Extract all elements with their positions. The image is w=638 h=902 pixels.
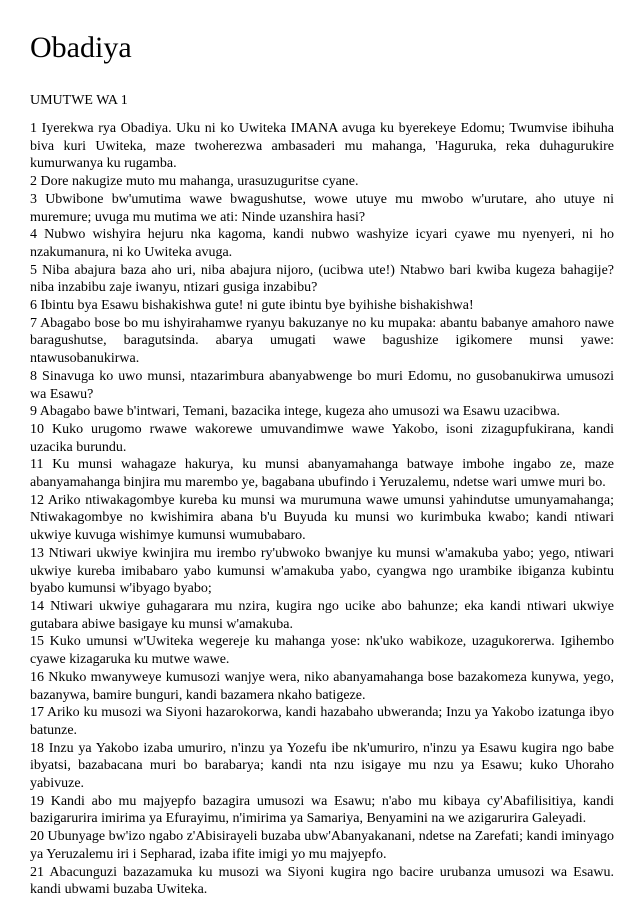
verse: 14 Ntiwari ukwiye guhagarara mu nzira, kugira ngo ucike abo bahunze; eka kandi ntiwari ukwiye gutabara abiwe basigaye ku munsi w'amakuba. [30, 598, 614, 632]
verse: 3 Ubwibone bw'umutima wawe bwagushutse, wowe utuye mu mwobo w'urutare, aho utuye ni muremure; uvuga mu mutima we ati: Ninde uzanshira hasi? [30, 191, 614, 225]
verse: 10 Kuko urugomo rwawe wakorewe umuvandimwe wawe Yakobo, isoni zizagupfukirana, kandi uzacika burundu. [30, 421, 614, 455]
page-title: Obadiya [30, 31, 132, 64]
verse: 11 Ku munsi wahagaze hakurya, ku munsi abanyamahanga batwaye imbohe ingabo ze, maze abanyamahanga binjira mu marembo ye, bagabana ubufindo i Yeruzalemu, ndetse wari umwe muri bo. [30, 457, 614, 491]
verse: 19 Kandi abo mu majyepfo bazagira umusozi wa Esawu; n'abo mu kibaya cy'Abafilisitiya, kandi bazigarurira imirima ya Efurayimu, n'imirima ya Samariya, Benyamini na we azigarurira Galeyadi. [30, 793, 614, 827]
verse: 15 Kuko umunsi w'Uwiteka wegereje ku mahanga yose: nk'uko wabikoze, uzagukorerwa. Igihembo cyawe kizagaruka ku mutwe wawe. [30, 634, 614, 668]
verse: 13 Ntiwari ukwiye kwinjira mu irembo ry'ubwoko bwanjye ku munsi w'amakuba yabo; yego, ntiwari ukwiye kureba imibabaro yabo kumunsi w'amakuba yabo, cyangwa ngo urambike ibiganza kubintu byabo kumunsi w'ibyago byabo; [30, 545, 614, 597]
verse: 5 Niba abajura baza aho uri, niba abajura nijoro, (ucibwa ute!) Ntabwo bari kwiba kugeza bahagije? niba inzabibu zaje iwanyu, ntizari gusiga inzabibu? [30, 262, 614, 296]
verse: 17 Ariko ku musozi wa Siyoni hazarokorwa, kandi hazabaho ubweranda; Inzu ya Yakobo izatunga ibyo batunze. [30, 705, 614, 738]
verse: 18 Inzu ya Yakobo izaba umuriro, n'inzu ya Yozefu ibe nk'umuriro, n'inzu ya Esawu kugira ngo babe ibyatsi, bazabacana muri bo barabarya; kandi nta nzu isigaye mu nzu ya Esawu; kuko Uhoraho yabivuze. [30, 740, 614, 792]
verse: 6 Ibintu bya Esawu bishakishwa gute! ni gute ibintu bye byihishe bishakishwa! [30, 298, 474, 314]
verse: 9 Abagabo bawe b'intwari, Temani, bazacika intege, kugeza aho umusozi wa Esawu uzacibwa. [30, 404, 560, 420]
verse: 8 Sinavuga ko uwo munsi, ntazarimbura abanyabwenge bo muri Edomu, no gusobanukirwa umusozi wa Esawu? [30, 368, 614, 402]
verse: 1 Iyerekwa rya Obadiya. Uku ni ko Uwiteka IMANA avuga ku byerekeye Edomu; Twumvise ibihuha biva kuri Uwiteka, maze twoherezwa ambasaderi mu mahanga, 'Haguruka, reka duhagurukire kumurwanya ku rugamba. [30, 121, 614, 172]
verse: 2 Dore nakugize muto mu mahanga, urasuzuguritse cyane. [30, 174, 359, 190]
verse: 21 Abacunguzi bazazamuka ku musozi wa Siyoni kugira ngo bacire urubanza umusozi wa Esawu. kandi ubwami buzaba Uwiteka. [30, 864, 614, 898]
verse: 4 Nubwo wishyira hejuru nka kagoma, kandi nubwo washyize icyari cyawe mu nyenyeri, ni ho nzakumanura, ni ko Uwiteka avuga. [30, 227, 614, 260]
verse: 16 Nkuko mwanyweye kumusozi wanjye wera, niko abanyamahanga bose bazakomeza kunywa, yego, bazanywa, bamire bunguri, kandi bazamera nkaho batigeze. [30, 669, 614, 703]
verse: 7 Abagabo bose bo mu ishyirahamwe ryanyu bakuzanye no ku mupaka: abantu babanye amahoro nawe baragushutse, baragutsinda. abarya umugati wawe bagushize igikomere munsi yawe: ntawusobanukirwa. [30, 315, 614, 367]
verse-list [30, 120, 614, 899]
document-page [30, 30, 614, 899]
verse: 20 Ubunyage bw'izo ngabo z'Abisirayeli buzaba ubw'Abanyakanani, ndetse na Zarefati; kandi iminyago ya Yeruzalemu iri i Sepharad, izaba ifite imigi yo mu majyepfo. [30, 829, 614, 862]
chapter-heading: UMUTWE WA 1 [30, 93, 128, 108]
verse: 12 Ariko ntiwakagombye kureba ku munsi wa murumuna wawe umunsi yahindutse umunyamahanga; Ntiwakagombye no kwishimira abana b'u Buyuda ku munsi wo kurimbuka kwabo; kandi ntiwari ukwiye kuvuga wishimye kumunsi wumubabaro. [30, 492, 614, 544]
